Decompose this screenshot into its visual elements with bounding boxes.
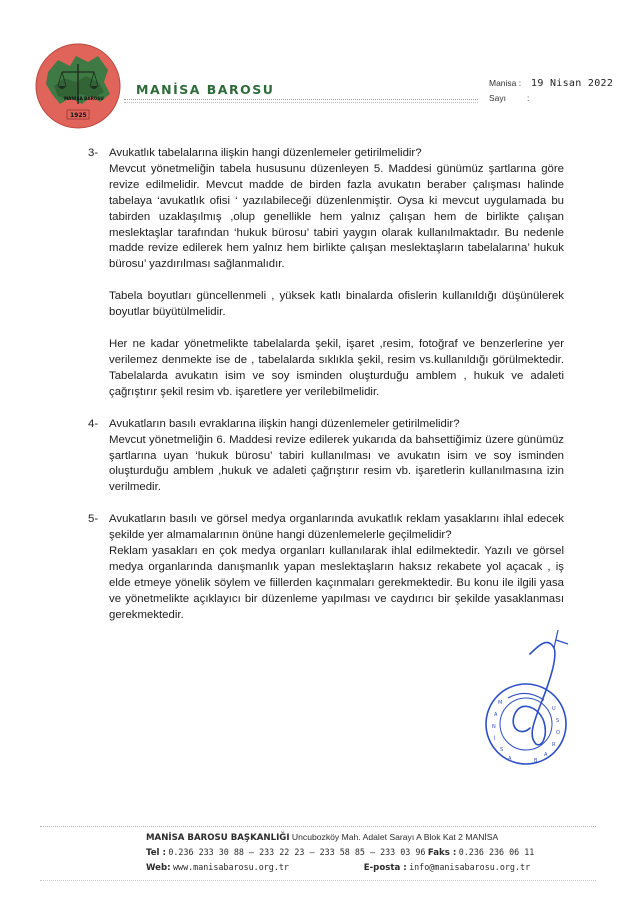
answer-paragraph: Reklam yasakları en çok medya organları kullanılarak ihlal edilmektedir. Yazılı ve görsel medya organlarında danışmanlık yapan meslektaşların haksız rekabete yol açacak , iş elde etmeye yönelik söylem ve fiillerden kaçınmaları gerekmektedir. Bu konu ile ilgili yasa ve yönetmelikte açıklayıcı bir düzenleme yapılması ve caydırıcı bir şekilde yasaklanması gerekmektedir. <box>109 545 564 621</box>
svg-text:S: S <box>500 747 504 753</box>
reference-label: Sayı <box>489 93 507 103</box>
question-heading: Avukatlık tabelalarına ilişkin hangi düzenlemeler getirilmelidir? <box>109 147 422 159</box>
svg-text:O: O <box>556 730 560 736</box>
svg-text:R: R <box>552 742 556 748</box>
bar-association-logo <box>34 42 122 130</box>
answer-paragraph: Her ne kadar yönetmelikte tabelalarda şekil, işaret ,resim, fotoğraf ve benzerlerine yer verilemez denmekte ise de , tabelalarda sıklıkla şekil, resim vs.kullanıldığı görülmektedir. Tabelalarda avukatın isim ve soy isminden oluşturduğu amblem , hukuk ve adaleti çağrıştırır şekil resim vb. işaretlere yer verilebilmelidir. <box>109 338 564 398</box>
date-stamp: 19 Nisan 2022 <box>531 78 614 89</box>
footer-web-row <box>146 860 534 875</box>
answer-paragraph: Mevcut yönetmeliğin 6. Maddesi revize edilerek yukarıda da bahsettiğimiz üzere günümüz şartlarına uyan ‘hukuk bürosu’ tabiri kullanılması ve avukatın isim ve soy isminden oluşturduğu amblem ,hukuk ve adaleti çağrıştırır resim vb. işaretlerin kullanılmasına izin verilmedir. <box>109 433 564 494</box>
footer-phone-row <box>146 845 534 860</box>
footer-divider-bottom <box>40 880 596 881</box>
footer-address-row <box>146 830 534 845</box>
svg-text:A: A <box>494 712 498 718</box>
answer-paragraph: Mevcut yönetmeliğin tabela hususunu düzenleyen 5. Maddesi günümüz şartlarına göre revize edilmelidir. Mevcut madde de birden fazla avukatın beraber çalışması halinde tabelaya ‘avukatlık ofisi ‘ yazılabileceği düzenlenmiştir. Oysa ki mevcut uygulamada bu tabirden uzaklaşılmış ,olup genellikle hem yalnız çalışan hem de birlikte çalışan meslektaşlar tarafından ‘hukuk bürosu’ tabiri yaygın olarak kullanılmaktadır. Bu nedenle madde revize edilerek hem yalnız hem birlikte çalışan meslektaşların tabelalarına’ hukuk bürosu’ yazdırılması sağlanmalıdır. <box>109 162 564 271</box>
fax-label: Faks : <box>427 848 457 858</box>
official-stamp-signature <box>478 626 588 786</box>
document-body <box>88 146 564 624</box>
question-5 <box>88 512 564 544</box>
svg-text:MANİSA BAROSU: MANİSA BAROSU <box>64 96 104 101</box>
question-heading: Avukatların basılı ve görsel medya organlarında avukatlık reklam yasaklarını ihlal edecek şekilde yer almamalarının önüne hangi düzenlemelerle geçilmelidir? <box>109 513 564 542</box>
date-label: Manisa : <box>489 78 522 88</box>
footer-divider <box>40 826 596 827</box>
svg-text:N: N <box>492 724 496 730</box>
email-link[interactable]: info@manisabarosu.org.tr <box>409 862 531 872</box>
question-number: 4- <box>88 417 99 430</box>
svg-text:A: A <box>508 756 512 762</box>
date-row <box>489 76 613 91</box>
question-number: 5- <box>88 513 99 526</box>
web-link[interactable]: www.manisabarosu.org.tr <box>172 862 289 872</box>
question-heading: Avukatların basılı evraklarına ilişkin hangi düzenlemeler getirilmelidir? <box>109 417 460 430</box>
footer-address: Uncubozköy Mah. Adalet Sarayı A Blok Kat 2 MANİSA <box>291 832 499 842</box>
web-label: Web: <box>146 863 171 873</box>
svg-text:M: M <box>498 700 503 706</box>
svg-text:U: U <box>552 706 556 712</box>
question-3 <box>88 146 564 162</box>
svg-text:S: S <box>556 718 560 724</box>
document-meta <box>489 76 613 106</box>
footer-org: MANİSA BAROSU BAŞKANLIĞI <box>146 833 290 843</box>
letterhead-footer <box>146 830 534 875</box>
organization-name: MANİSA BAROSU <box>136 82 275 97</box>
svg-text:İ: İ <box>494 736 496 742</box>
header-divider-secondary <box>124 102 478 103</box>
question-number: 3- <box>88 147 99 159</box>
header-divider <box>124 99 478 100</box>
tel-numbers: 0.236 233 30 88 – 233 22 23 – 233 58 85 – 233 03 96 <box>168 847 426 857</box>
reference-separator: : <box>527 93 530 103</box>
question-4 <box>88 417 564 433</box>
tel-label: Tel : <box>146 848 166 858</box>
answer-paragraph: Tabela boyutları güncellenmeli , yüksek katlı binalarda ofislerin kullanıldığı düşünülerek boyutlar büyütülmelidir. <box>109 290 564 319</box>
email-label: E-posta : <box>363 863 407 873</box>
svg-text:A: A <box>544 752 548 758</box>
reference-row <box>489 91 613 106</box>
fax-number: 0.236 236 06 11 <box>458 847 535 857</box>
svg-text:B: B <box>534 758 538 764</box>
svg-text:1925: 1925 <box>70 112 87 119</box>
